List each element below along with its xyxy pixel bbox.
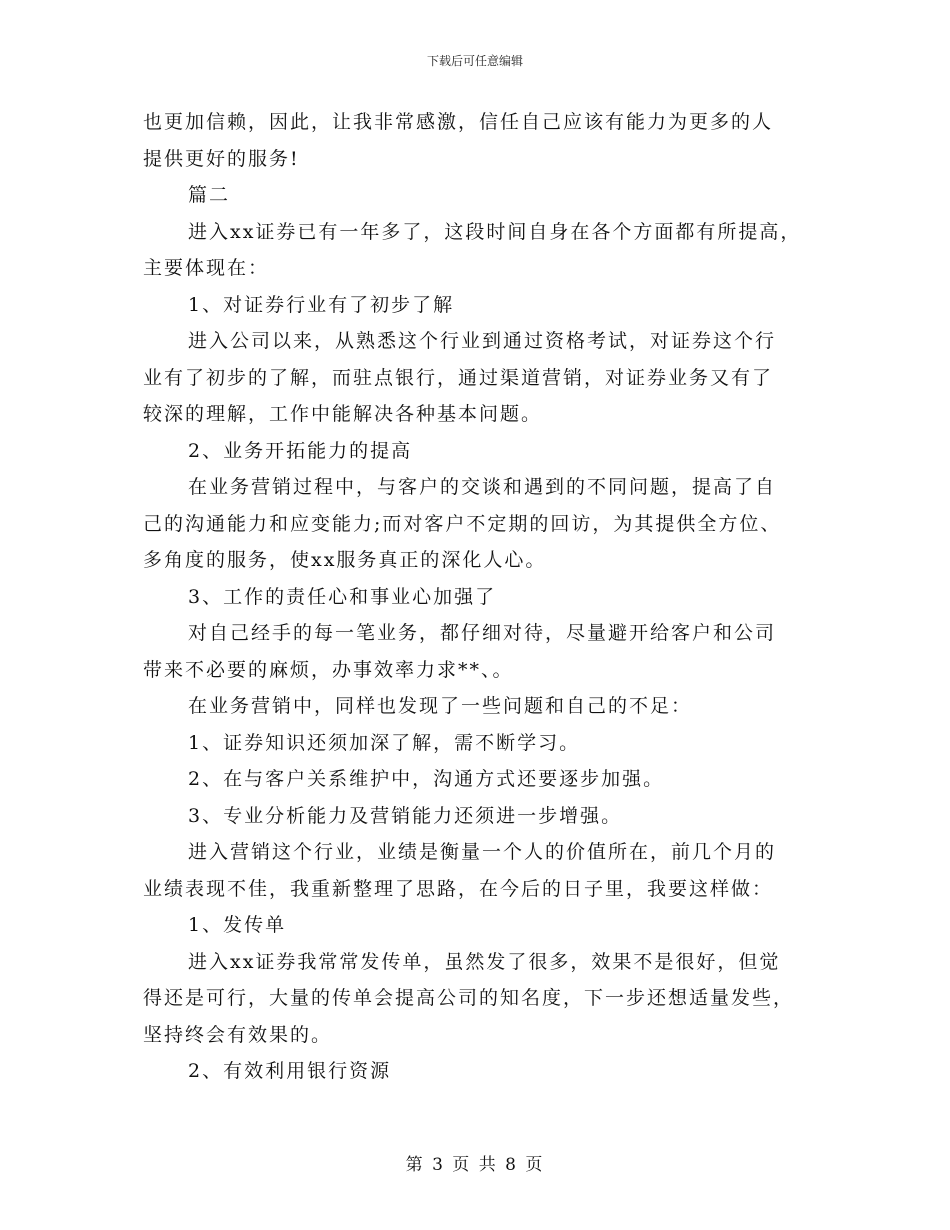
text-line: 进入营销这个行业，业绩是衡量一个人的价值所在，前几个月的 — [188, 841, 777, 863]
text-line: 业绩表现不佳，我重新整理了思路，在今后的日子里，我要这样做： — [143, 877, 774, 900]
text-line: 提供更好的服务! — [143, 147, 300, 170]
list-item: 2、业务开拓能力的提高 — [188, 439, 413, 462]
section-heading: 篇二 — [188, 184, 231, 206]
text-line: 业有了初步的了解，而驻点银行，通过渠道营销，对证券业务又有了 — [143, 366, 774, 389]
list-item: 2、有效利用银行资源 — [188, 1060, 392, 1082]
list-item: 1、证券知识还须加深了解，需不断学习。 — [188, 731, 581, 754]
text-line: 对自己经手的每一笔业务，都仔细对待，尽量避开给客户和公司 — [188, 622, 777, 644]
text-line: 进入xx证券我常常发传单，虽然发了很多，效果不是很好，但觉 — [188, 950, 781, 973]
page-header: 下载后可任意编辑 — [426, 54, 523, 68]
text-line: 多角度的服务，使xx服务真正的深化人心。 — [143, 549, 547, 571]
list-item: 3、专业分析能力及营销能力还须进一步增强。 — [188, 804, 623, 827]
document-body — [143, 104, 823, 1090]
text-line: 较深的理解，工作中能解决各种基本问题。 — [143, 403, 543, 425]
text-line: 在业务营销中，同样也发现了一些问题和自己的不足： — [188, 695, 693, 717]
text-line: 坚持终会有效果的。 — [143, 1023, 333, 1046]
list-item: 1、对证券行业有了初步了解 — [188, 293, 455, 316]
text-line: 己的沟通能力和应变能力;而对客户不定期的回访，为其提供全方位、 — [143, 512, 782, 535]
text-line: 在业务营销过程中，与客户的交谈和遇到的不同问题，提高了自 — [188, 476, 777, 498]
list-item: 3、工作的责任心和事业心加强了 — [188, 585, 497, 608]
text-line: 进入公司以来，从熟悉这个行业到通过资格考试，对证券这个行 — [188, 330, 777, 352]
text-line: 也更加信赖，因此，让我非常感激，信任自己应该有能力为更多的人 — [143, 111, 774, 133]
list-item: 1、发传单 — [188, 914, 287, 936]
text-line: 得还是可行，大量的传单会提高公司的知名度，下一步还想适量发些， — [143, 987, 795, 1009]
text-line: 进入xx证券已有一年多了，这段时间自身在各个方面都有所提高， — [188, 220, 802, 243]
text-line: 主要体现在： — [143, 257, 270, 279]
page-footer: 第 3 页 共 8 页 — [405, 1155, 545, 1175]
list-item: 2、在与客户关系维护中，沟通方式还要逐步加强。 — [188, 768, 665, 790]
text-line: 带来不必要的麻烦，办事效率力求**、。 — [143, 658, 514, 681]
